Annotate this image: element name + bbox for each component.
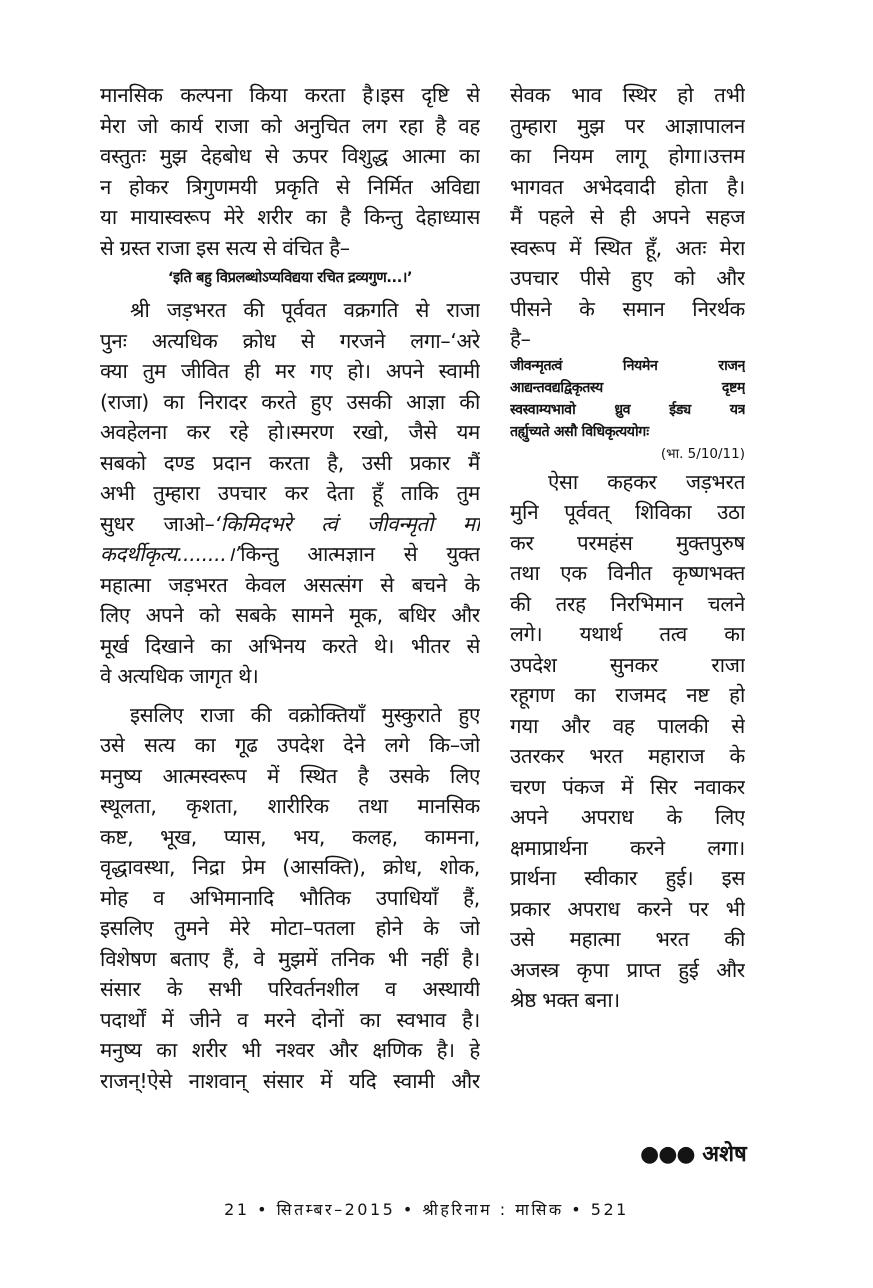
- text-line: लगे। यथार्थ तत्व का: [510, 622, 745, 646]
- text-line-mixed: [100, 509, 480, 540]
- text-line: उतरकर भरत महाराज के: [510, 744, 745, 768]
- text-fragment: किन्तु आत्मज्ञान से युक्त: [240, 542, 480, 566]
- shloka-line: स्वस्वाम्यभावो ध्रुव ईड्य यत्र: [510, 401, 745, 418]
- text-line: तुम्हारा मुझ पर आज्ञापालन: [510, 113, 745, 138]
- text-line: उपचार पीसे हुए को और: [510, 266, 745, 290]
- text-line: सबको दण्ड प्रदान करता है, उसी प्रकार मैं: [100, 450, 480, 475]
- text-line: मेरा जो कार्य राजा को अनुचित लग रहा है वह: [100, 113, 480, 138]
- text-line: विशेषण बताए हैं, वे मुझमें तनिक भी नहीं है।: [100, 946, 480, 971]
- text-line: अभी तुम्हारा उपचार कर देता हूँ ताकि तुम: [100, 481, 480, 505]
- page-footer: 21 • सितम्बर–2015 • श्रीहरिनाम : मासिक • 521: [224, 1200, 629, 1219]
- text-line: क्षमाप्रार्थना करने लगा।: [510, 835, 745, 860]
- text-line: पुनः अत्यधिक क्रोध से गरजने लगा–‘अरे: [100, 328, 480, 353]
- text-line: स्थूलता, कृशता, शारीरिक तथा मानसिक: [100, 794, 480, 818]
- text-line: चरण पंकज में सिर नवाकर: [510, 774, 745, 799]
- text-line: श्री जड़भरत की पूर्ववत वक्रगति से राजा: [130, 298, 480, 322]
- text-line: पदार्थों में जीने व मरने दोनों का स्वभाव है।: [100, 1007, 480, 1032]
- text-line: या मायास्वरूप मेरे शरीर का है किन्तु देहाध्यास: [100, 205, 480, 229]
- text-line: ऐसा कहकर जड़भरत: [548, 469, 745, 494]
- text-line: अपने अपराध के लिए: [510, 805, 745, 829]
- text-line: इसलिए तुमने मेरे मोटा–पतला होने के जो: [100, 916, 480, 940]
- author-name: अशेष: [702, 1142, 747, 1167]
- italic-quote-fragment: ‘किमिदभरे त्वं जीवन्मृतो मां: [214, 511, 480, 536]
- shloka-line: जीवन्मृतत्वं नियमेन राजन्: [510, 357, 745, 374]
- text-line: इसलिए राजा की वक्रोक्तियाँ मुस्कुराते हुए: [130, 702, 480, 727]
- text-line: वृद्धावस्था, निद्रा प्रेम (आसक्ति), क्रोध, शोक,: [100, 855, 480, 879]
- left-paragraph-1: [100, 80, 480, 263]
- left-column: [100, 80, 480, 1096]
- text-line: मनुष्य का शरीर भी नश्वर और क्षणिक है। हे: [100, 1038, 480, 1062]
- signature-bullets: ●●●: [640, 1142, 695, 1167]
- shloka-reference: (भा. 5/10/11): [660, 445, 745, 462]
- shloka-line: तर्ह्युच्यते असौ विधिकृत्ययोगः: [510, 423, 649, 440]
- text-line: प्रार्थना स्वीकार हुई। इस: [510, 866, 745, 890]
- text-line: अवहेलना कर रहे हो।स्मरण रखो, जैसे यम: [100, 420, 480, 444]
- text-line: (राजा) का निरादर करते हुए उसकी आज्ञा की: [100, 389, 480, 414]
- text-line: वस्तुतः मुझ देहबोध से ऊपर विशुद्ध आत्मा का: [100, 144, 480, 168]
- text-line: स्वरूप में स्थित हूँ, अतः मेरा: [510, 235, 745, 260]
- text-line: लिए अपने को सबके सामने मूक, बधिर और: [100, 603, 480, 627]
- text-line: मुनि पूर्ववत् शिविका उठा: [510, 500, 745, 524]
- text-line: राजन्!ऐसे नाशवान् संसार में यदि स्वामी और: [100, 1068, 480, 1093]
- text-line: गया और वह पालकी से: [510, 713, 745, 738]
- sanskrit-quote: ‘इति बहु विप्रलब्धोऽप्यविद्यया रचित द्रव्यगुण...।’: [167, 269, 413, 286]
- text-line: पीसने के समान निरर्थक: [510, 296, 745, 321]
- left-paragraph-3: [100, 700, 480, 1097]
- text-line: सेवक भाव स्थिर हो तभी: [510, 83, 745, 107]
- text-line: मैं पहले से ही अपने सहज: [510, 205, 745, 229]
- text-line: भागवत अभेदवादी होता है।: [510, 174, 745, 199]
- text-line: मोह व अभिमानादि भौतिक उपाधियाँ हैं,: [100, 885, 480, 910]
- text-line-mixed: [100, 539, 480, 570]
- text-line: मनुष्य आत्मस्वरूप में स्थित है उसके लिए: [100, 763, 480, 788]
- text-line: रहूगण का राजमद नष्ट हो: [510, 683, 745, 707]
- text-line: उपदेश सुनकर राजा: [510, 652, 745, 677]
- author-signature: [640, 1138, 747, 1168]
- text-line: की तरह निरभिमान चलने: [510, 591, 745, 616]
- shloka-line: आद्यन्तवद्यद्विकृतस्य दृष्टम्: [510, 379, 745, 396]
- text-line: क्या तुम जीवित ही मर गए हो। अपने स्वामी: [100, 359, 480, 383]
- text-line: अजस्त्र कृपा प्राप्त हुई और: [510, 957, 745, 982]
- shloka-block: [510, 355, 745, 465]
- text-line: तथा एक विनीत कृष्णभक्त: [510, 561, 745, 585]
- right-paragraph-2: [510, 467, 745, 1016]
- left-paragraph-2: [100, 295, 480, 692]
- text-line: वे अत्यधिक जागृत थे।: [100, 664, 259, 688]
- text-line: मूर्ख दिखाने का अभिनय करते थे। भीतर से: [100, 633, 480, 658]
- text-line: संसार के सभी परिवर्तनशील व अस्थायी: [100, 977, 480, 1001]
- text-line: न होकर त्रिगुणमयी प्रकृति से निर्मित अविद्या: [100, 174, 480, 199]
- text-line: है–: [510, 327, 531, 351]
- text-line: से ग्रस्त राजा इस सत्य से वंचित है–: [100, 235, 350, 260]
- text-line: श्रेष्ठ भक्त बना।: [510, 988, 620, 1012]
- text-line: मानसिक कल्पना किया करता है।इस दृष्टि से: [100, 83, 480, 107]
- right-paragraph-1: [510, 80, 745, 355]
- italic-quote-fragment: कदर्थीकृत्य........।’: [100, 542, 241, 566]
- text-line: कष्ट, भूख, प्यास, भय, कलह, कामना,: [100, 824, 480, 849]
- text-line: उसे महात्मा भरत की: [510, 927, 745, 951]
- right-column: [510, 80, 745, 1016]
- text-line: महात्मा जड़भरत केवल असत्संग से बचने के: [100, 572, 480, 597]
- text-fragment: सुधर जाओ–: [100, 511, 215, 536]
- text-line: प्रकार अपराध करने पर भी: [510, 896, 745, 921]
- text-line: का नियम लागू होगा।उत्तम: [510, 144, 745, 168]
- text-line: उसे सत्य का गूढ उपदेश देने लगे कि–जो: [100, 733, 480, 757]
- text-line: कर परमहंस मुक्तपुरुष: [510, 530, 745, 555]
